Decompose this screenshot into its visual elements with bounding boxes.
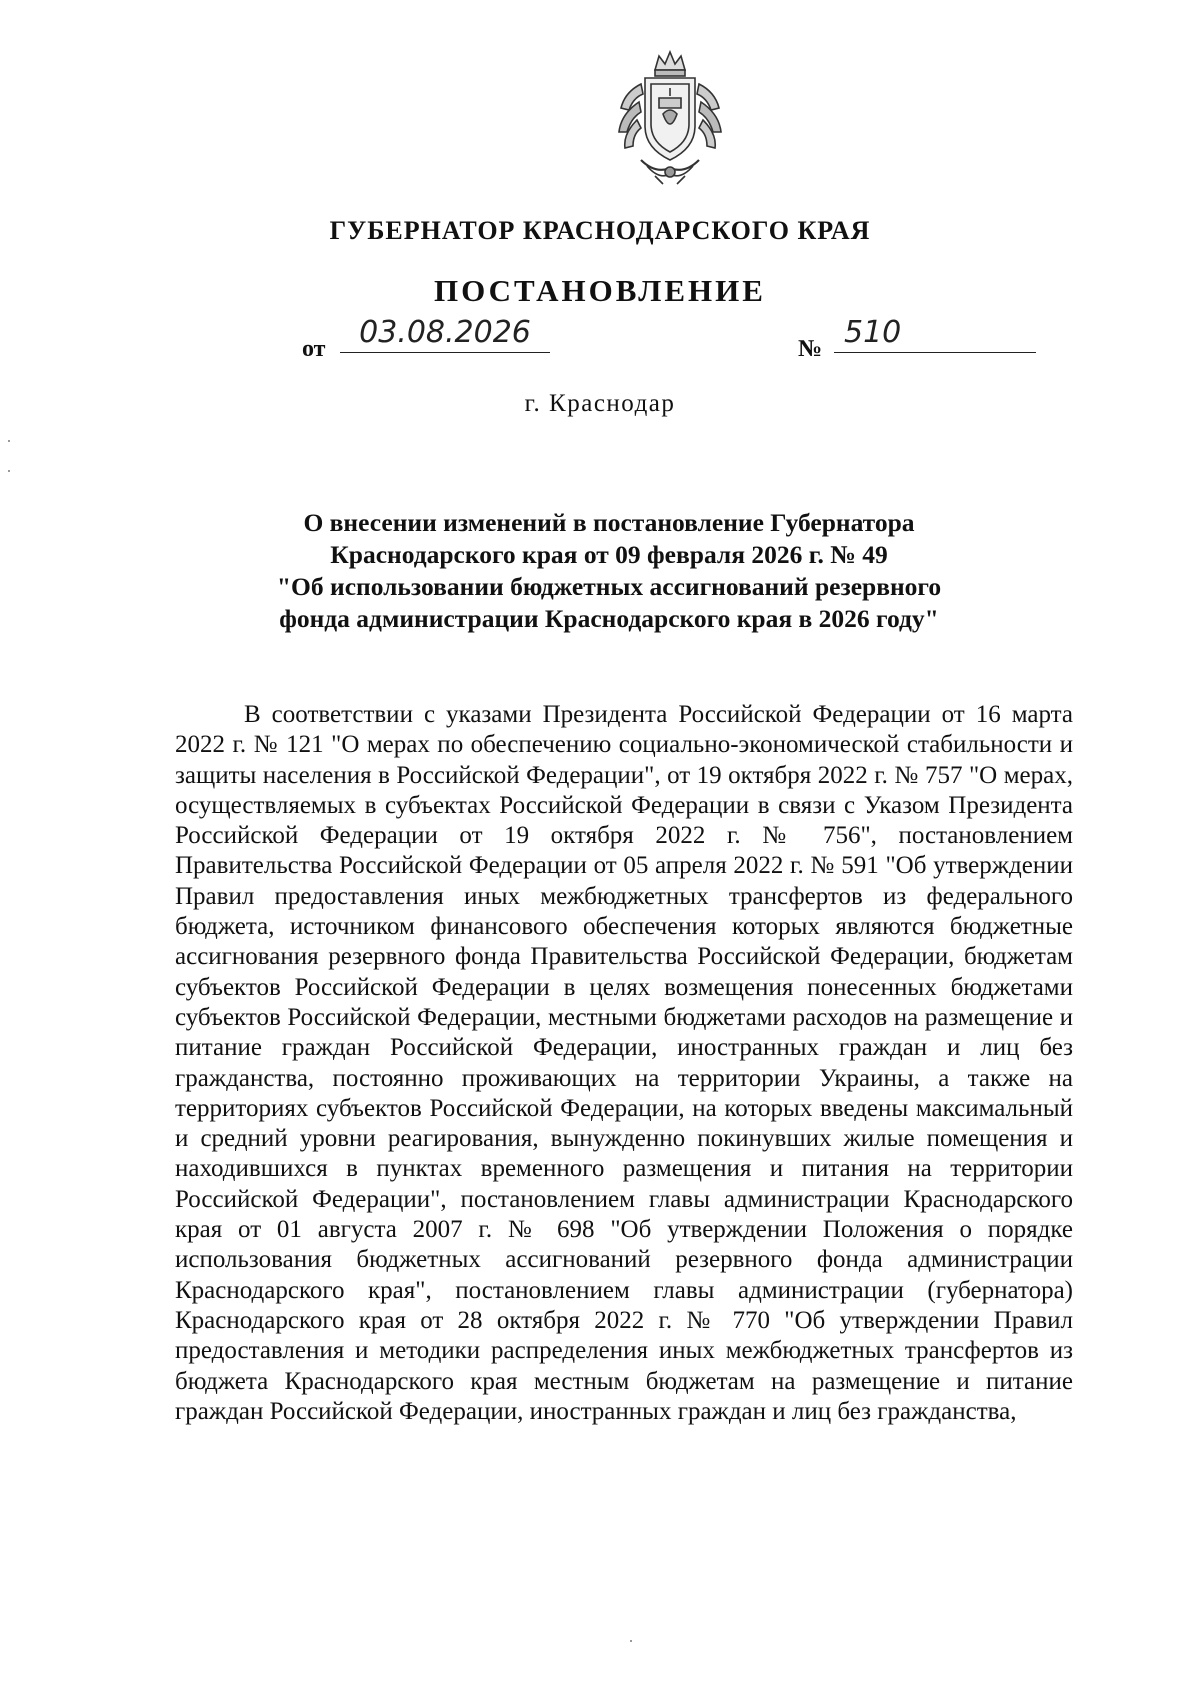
document-heading [175,507,1043,635]
number-value: 510 [844,315,902,350]
number-label: № [798,336,823,362]
date-field: 03.08.2026 [340,318,550,353]
heading-line: О внесении изменений в постановление Губернатора [303,508,915,537]
document-body [175,700,1073,1427]
organization-title: ГУБЕРНАТОР КРАСНОДАРСКОГО КРАЯ [329,216,871,245]
scan-mark [630,1640,632,1642]
heading-line: Краснодарского края от 09 февраля 2026 г. № 49 [330,540,888,569]
document-type: ПОСТАНОВЛЕНИЕ [434,273,766,308]
number-field [834,315,1036,353]
body-paragraph: В соответствии с указами Президента Российской Федерации от 16 марта 2022 г. № 121 "О мерах по обеспечению социально-экономической стабильности и защиты населения в Российской Федерации", от 19 октября 2022 г. № 757 "О мерах, осуществляемых в субъектах Российской Федерации в связи с Указом Президента Российской Федерации от 19 октября 2022 г. № 756", постановлением Правительства Российской Федерации от 05 апреля 2022 г. № 591 "Об утверждении Правил предоставления иных межбюджетных трансфертов из федерального бюджета, источником финансового обеспечения которых являются бюджетные ассигнования резервного фонда Правительства Российской Федерации, бюджетам субъектов Российской Федерации в целях возмещения понесенных бюджетами субъектов Российской Федерации, местными бюджетами расходов на размещение и питание граждан Российской Федерации, иностранных граждан и лиц без гражданства, постоянно проживающих на территории Украины, а также на территориях субъектов Российской Федерации, на которых введены максимальный и средний уровни реагирования, вынужденно покинувших жилые помещения и находившихся в пунктах временного размещения и питания на территории Российской Федерации", постановлением главы администрации Краснодарского края от 01 августа 2007 г. № 698 "Об утверждении Положения о порядке использования бюджетных ассигнований резервного фонда администрации Краснодарского края", постановлением главы администрации (губернатора) Краснодарского края от 28 октября 2022 г. № 770 "Об утверждении Правил предоставления и методики распределения иных межбюджетных трансфертов из бюджета Краснодарского края местным бюджетам на размещение и питание граждан Российской Федерации, иностранных граждан и лиц без гражданства, [175,701,1073,1425]
scan-mark [8,440,10,442]
date-label: от [302,336,326,362]
coat-of-arms-icon [611,48,729,188]
city: г. Краснодар [524,390,676,417]
scan-mark [8,470,10,472]
heading-line: фонда администрации Краснодарского края в 2026 году" [279,604,939,633]
heading-line: "Об использовании бюджетных ассигнований резервного [276,572,942,601]
